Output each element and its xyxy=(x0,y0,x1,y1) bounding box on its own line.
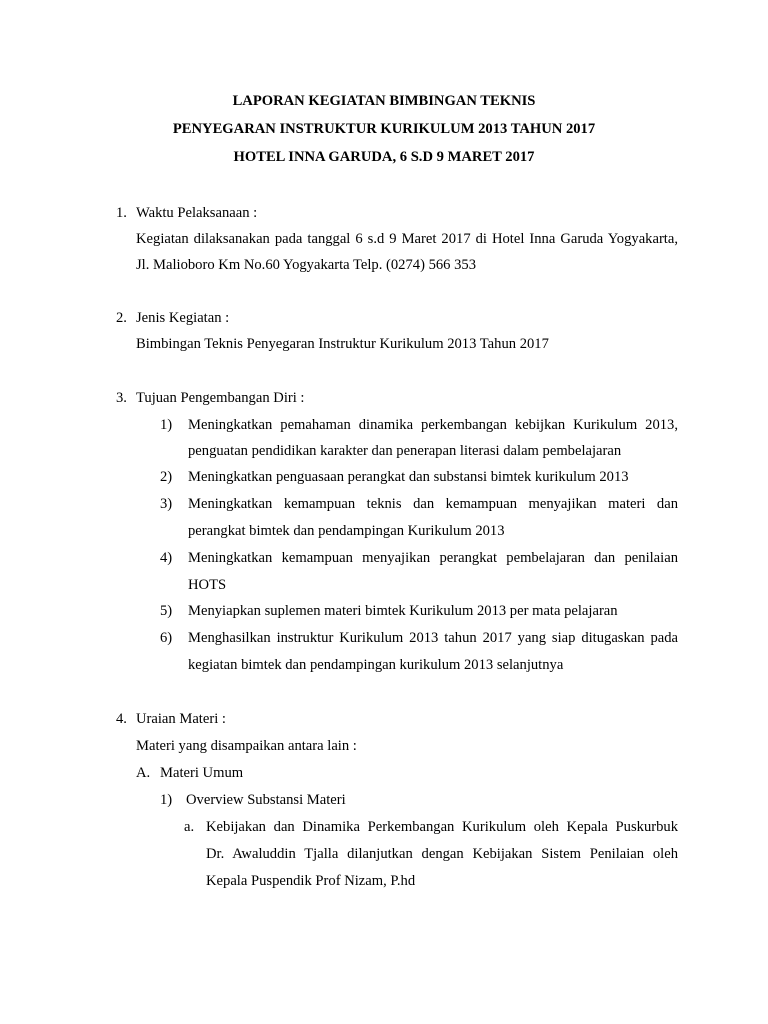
objective-2-line-1: Meningkatkan penguasaan perangkat dan substansi bimtek kurikulum 2013 xyxy=(188,469,629,485)
objective-3-line-1: Meningkatkan kemampuan teknis dan kemampuan menyajikan materi dan xyxy=(188,496,678,512)
objective-5-line-1: Menyiapkan suplemen materi bimtek Kurikulum 2013 per mata pelajaran xyxy=(188,603,618,619)
material-item-a-line-1: Kebijakan dan Dinamika Perkembangan Kurikulum oleh Kepala Puskurbuk xyxy=(206,819,678,835)
objective-4-number: 4) xyxy=(160,550,173,566)
objective-3-line-2: perangkat bimtek dan pendampingan Kurikulum 2013 xyxy=(188,523,505,539)
objective-6-line-1: Menghasilkan instruktur Kurikulum 2013 tahun 2017 yang siap ditugaskan pada xyxy=(188,630,678,646)
subsection-a-label: Materi Umum xyxy=(160,765,244,781)
objective-2-number: 2) xyxy=(160,469,173,485)
section-4-intro: Materi yang disampaikan antara lain : xyxy=(136,738,357,754)
section-3-number: 3. xyxy=(116,390,127,406)
objective-1-number: 1) xyxy=(160,417,173,433)
objective-5-number: 5) xyxy=(160,603,173,619)
report-title-line-3: HOTEL INNA GARUDA, 6 S.D 9 MARET 2017 xyxy=(233,149,535,165)
material-item-a-letter: a. xyxy=(184,819,195,835)
objective-6-number: 6) xyxy=(160,630,173,646)
section-4-heading: Uraian Materi : xyxy=(136,711,226,727)
section-1-line-2: Jl. Malioboro Km No.60 Yogyakarta Telp. (0274) 566 353 xyxy=(136,257,477,273)
objective-4-line-1: Meningkatkan kemampuan menyajikan perangkat pembelajaran dan penilaian xyxy=(188,550,678,566)
report-title-line-2: PENYEGARAN INSTRUKTUR KURIKULUM 2013 TAHUN 2017 xyxy=(172,121,596,137)
section-2-number: 2. xyxy=(116,310,127,326)
objective-3-number: 3) xyxy=(160,496,173,512)
objective-1-line-2: penguatan pendidikan karakter dan penerapan literasi dalam pembelajaran xyxy=(188,443,622,459)
material-item-a-line-3: Kepala Puspendik Prof Nizam, P.hd xyxy=(206,873,416,889)
material-item-a-line-2: Dr. Awaluddin Tjalla dilanjutkan dengan Kebijakan Sistem Penilaian oleh xyxy=(206,846,678,862)
objective-1-line-1: Meningkatkan pemahaman dinamika perkembangan kebijkan Kurikulum 2013, xyxy=(188,417,678,433)
subsection-1-number: 1) xyxy=(160,792,173,808)
section-4-number: 4. xyxy=(116,711,127,727)
section-1-heading: Waktu Pelaksanaan : xyxy=(136,205,258,221)
section-3-heading: Tujuan Pengembangan Diri : xyxy=(136,390,305,406)
subsection-a-number: A. xyxy=(136,765,151,781)
objective-6-line-2: kegiatan bimtek dan pendampingan kurikulum 2013 selanjutnya xyxy=(188,657,564,673)
subsection-1-label: Overview Substansi Materi xyxy=(186,792,346,808)
section-1-line-1: Kegiatan dilaksanakan pada tanggal 6 s.d 9 Maret 2017 di Hotel Inna Garuda Yogyakarta, xyxy=(136,231,678,247)
section-1-number: 1. xyxy=(116,205,127,221)
section-2-line-1: Bimbingan Teknis Penyegaran Instruktur Kurikulum 2013 Tahun 2017 xyxy=(136,336,549,352)
report-title-line-1: LAPORAN KEGIATAN BIMBINGAN TEKNIS xyxy=(232,93,536,109)
objective-4-line-2: HOTS xyxy=(188,577,227,593)
section-2-heading: Jenis Kegiatan : xyxy=(136,310,230,326)
